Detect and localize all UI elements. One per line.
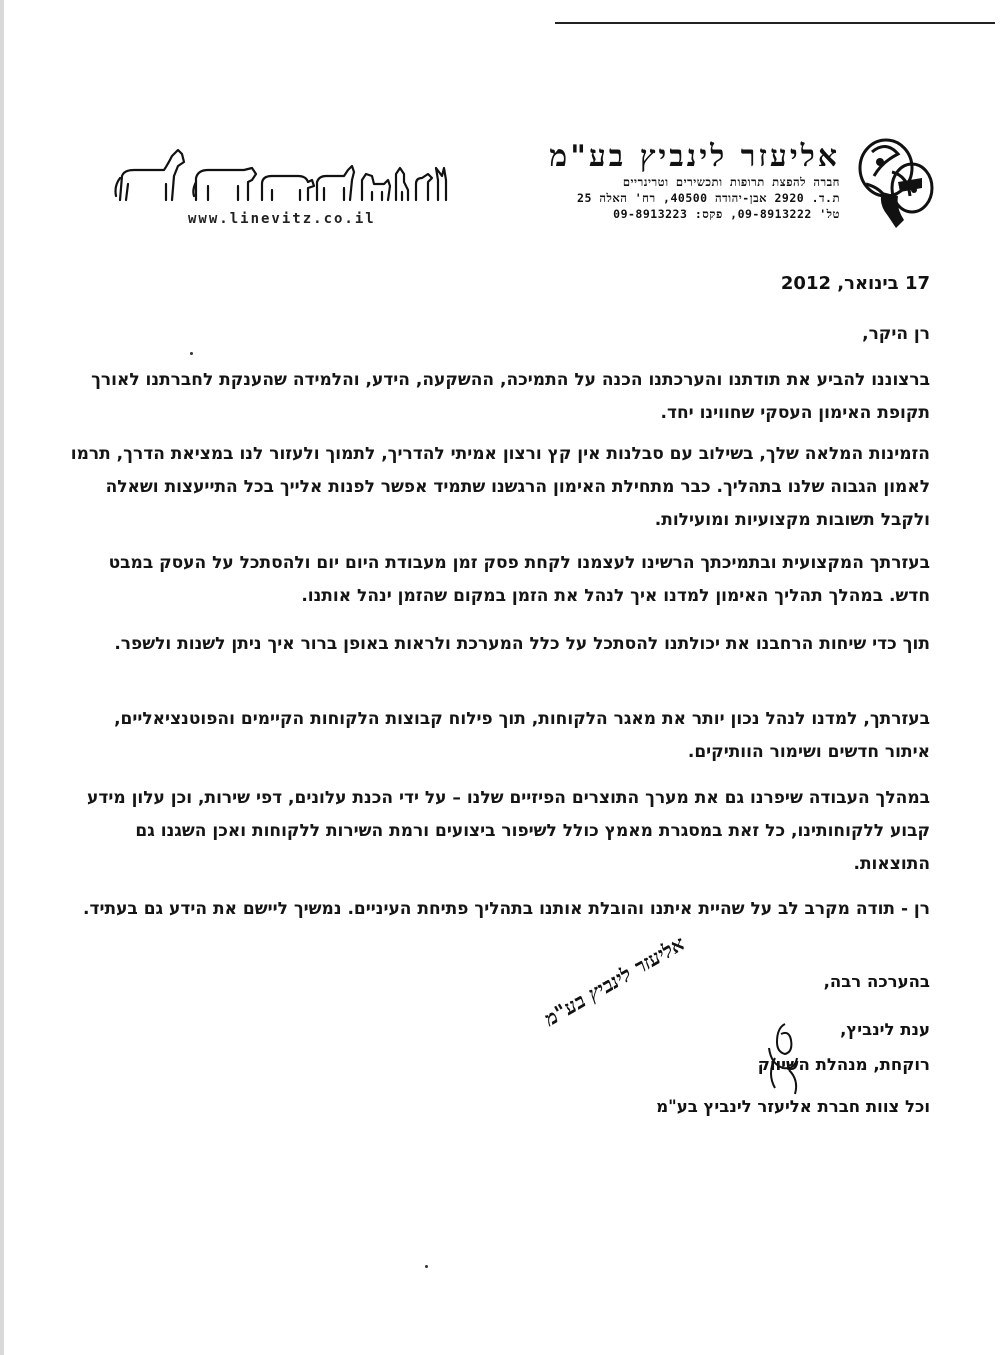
scan-speck [425,1265,428,1268]
company-logo-icon [852,132,936,232]
paragraph-4 [70,628,930,661]
paragraph-text: הזמינות המלאה שלך, בשילוב עם סבלנות אין קץ ורצון אמיתי להדריך, לתמוך ולעזור לנו במציאת הדרך, תרמו לאמון הגבוה שלנו בתהליך. כבר מתחילת האימון הרגשנו שתמיד אפשר לפנות אלייך בכל התייעצות ושאלה ולקבל תשובות מקצועיות ומועילות. [70,444,930,530]
website-url[interactable]: www.linevitz.co.il [188,211,376,227]
company-header [549,140,840,222]
paragraph-text: רן - תודה מקרב לב על שהיית איתנו והובלת אותנו בתהליך פתיחת העיניים. נמשיך ליישם את הידע גם בעתיד. [83,899,930,919]
paragraph-text: במהלך העבודה שיפרנו גם את מערך התוצרים הפיזיים שלנו – על ידי הכנת עלונים, דפי שירות, וכן עלון מידע קבוע ללקוחותינו, כל זאת במסגרת מאמץ כולל לשיפור ביצועים ורמת השירות ללקוחות ואכן השגנו גם התוצאות. [87,788,930,874]
closing-text: בהערכה רבה, [823,972,930,991]
scan-speck [190,352,193,355]
signer-name: ענת לינביץ, [840,1020,930,1039]
letter-date: 17 בינואר, 2012 [780,273,930,294]
salutation-text: רן היקר, [862,324,930,344]
paragraph-text: בעזרתך, למדנו לנהל נכון יותר את מאגר הלקוחות, תוך פילוח קבוצות הלקוחות הקיימים והפוטנציאליים, איתור חדשים ושימור הוותיקים. [114,709,930,762]
paragraph-5 [70,703,930,769]
paragraph-1 [70,364,930,430]
scan-edge [0,0,4,1355]
signer-title: רוקחת, מנהלת השיווק [757,1055,930,1074]
company-stamp: אליעזר לינביץ בע"מ [540,931,689,1031]
company-address: ת.ד. 2920 אבן-יהודה 40500, רח' האלה 25 [577,191,840,205]
paragraph-text: ברצוננו להביע את תודתנו והערכתנו הכנה על התמיכה, ההשקעה, הידע, והלמידה שהענקת לחברתנו לאורך תקופת האימון העסקי שחווינו יחד. [91,370,930,423]
paragraph-6 [70,782,930,881]
handwritten-signature-icon [755,1018,815,1098]
top-rule [555,22,995,24]
company-phone-fax: טל' 09-8913222, פקס: 09-8913223 [613,207,840,221]
paragraph-3 [70,547,930,613]
team-line: וכל צוות חברת אליעזר לינביץ בע"מ [656,1097,930,1116]
paragraph-2 [70,438,930,537]
paragraph-text: בעזרתך המקצועית ובתמיכתך הרשינו לעצמנו לקחת פסק זמן מעבודת היום יום ולהסתכל על העסק במבט חדש. במהלך תהליך האימון למדנו איך לנהל את הזמן במקום שהזמן ינהל אותנו. [108,553,930,606]
paragraph-7 [70,893,930,926]
animal-silhouettes-icon [112,140,452,202]
company-tagline: חברה להפצת תרופות ותכשירים וטרינריים [622,175,840,189]
salutation [70,318,930,351]
company-name: אליעזר לינביץ בע"מ [549,139,840,174]
paragraph-text: תוך כדי שיחות הרחבנו את יכולתנו להסתכל על כלל המערכת ולראות באופן ברור איך ניתן לשנות ולשפר. [114,634,930,654]
